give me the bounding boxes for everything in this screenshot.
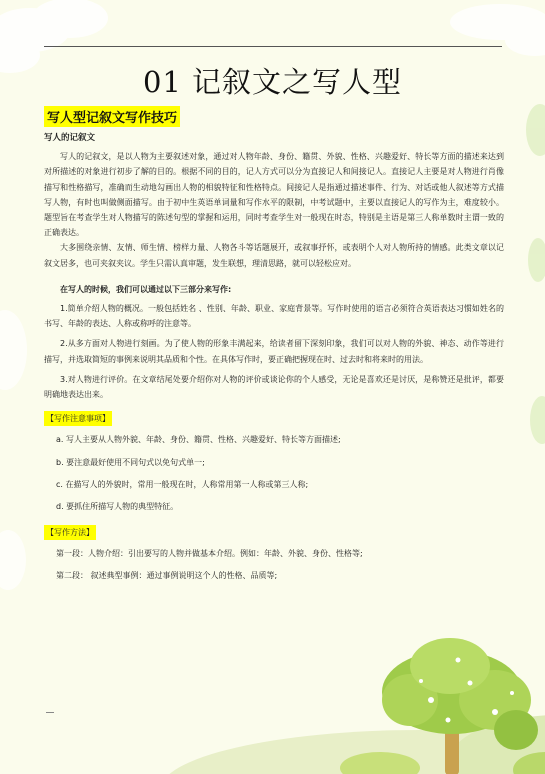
method-item: 第一段：人物介绍：引出要写的人物并做基本介绍。例如：年龄、外貌、身份、性格等;: [56, 549, 363, 559]
cloud-left-decoration: [0, 310, 27, 590]
note-item: c. 在描写人的外貌时，常用一般现在时，人称常用第一人称或第三人称;: [56, 479, 309, 489]
section-heading: 写人型记叙文写作技巧: [44, 106, 180, 127]
cloud-top-right-decoration: [450, 4, 545, 56]
note-item: a. 写人主要从人物外貌、年龄、身份、籍贯、性格、兴趣爱好、特长等方面描述;: [56, 435, 341, 445]
leaves-right-decoration: [526, 104, 545, 444]
notes-tag: 【写作注意事项】: [44, 411, 112, 426]
header-rule: [44, 46, 502, 47]
paragraph-1: 写人的记叙文，是以人物为主要叙述对象，通过对人物年龄、身份、籍贯、外貌、性格、兴趣爱好、特长等方面的描述来达到对所描述的对象进行初步了解的目的。根据不同的目的，记人方式可以分为直接记人和间接记人。直接记人主要是对人物进行肖像描写和性格描写，准确而生动地勾画出人物的相貌特征和性格特点。间接记人是指通过描述事件、行为、对话或他人叙述等方式描写人物，有时也叫做侧面描写。由于初中生英语单词量和写作水平的限制，中考试题中，主要以直接记人的写作为主，难度较小。题型旨在考查学生对人物描写的陈述句型的掌握和运用，同时考查学生对一般现在时态，特别是主语是第三人称单数时主谓一致的正确表达。: [44, 152, 504, 238]
part-3: 3.对人物进行评价。在文章结尾处要介绍你对人物的评价或谈论你的个人感受，无论是喜欢还是讨厌，是称赞还是批评，都要明确地表达出来。: [44, 374, 504, 400]
note-item: b. 要注意最好使用不同句式以免句式单一;: [56, 457, 205, 467]
document-body: [44, 131, 504, 589]
method-item: 第二段： 叙述典型事例：通过事例说明这个人的性格、品质等;: [56, 570, 278, 580]
part-1: 1.简单介绍人物的概况。一般包括姓名 、性别、年龄、职业、家庭背景等。写作时使用的语言必须符合英语表达习惯如姓名的书写、年龄的表达、人称或称呼的注意等。: [44, 304, 504, 329]
methods-tag: 【写作方法】: [44, 525, 96, 540]
part-2: 2.从多方面对人物进行刻画。为了使人物的形象丰满起来，给读者留下深刻印象，我们可以对人物的外貌、神态、动作等进行描写，并选取简短的事例来说明其品质和个性。在具体写作时，要正确把握现在时、过去时和将来时的用法。: [44, 339, 504, 364]
note-item: d. 要抓住所描写人物的典型特征。: [56, 502, 179, 512]
paragraph-2: 大多围绕亲情、友情、师生情、榜样力量、人物各斗等话题展开，或叙事抒怀，或表明个人对人物所持的情感。此类文章以记叙文居多，也可夹叙夹议。学生只需认真审题，发生联想，理清思路，就可以轻松应对。: [44, 243, 504, 268]
page-title: 01 记叙文之写人型: [142, 65, 403, 99]
footer-mark: [46, 712, 54, 713]
parts-intro: 在写人的时候，我们可以通过以下三部分来写作:: [60, 284, 232, 294]
subheading: 写人的记叙文: [44, 133, 96, 143]
